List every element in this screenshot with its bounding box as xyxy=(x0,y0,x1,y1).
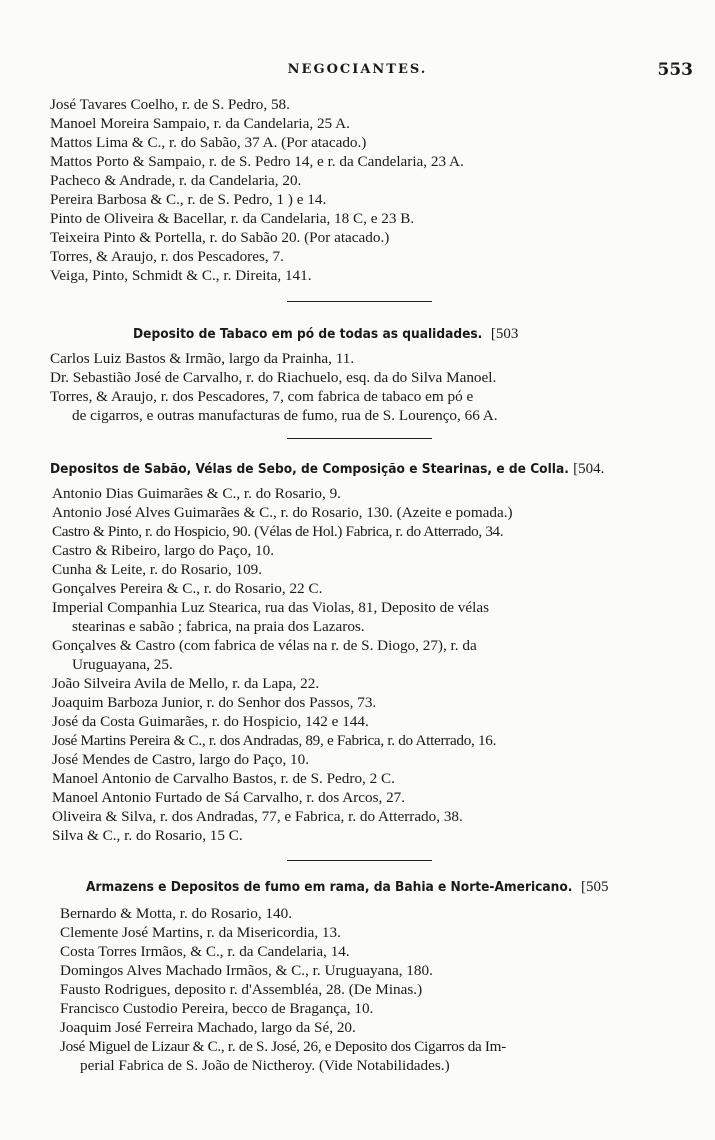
list-item: José Tavares Coelho, r. de S. Pedro, 58. xyxy=(50,96,290,113)
section-heading-text: Depositos de Sabão, Vélas de Sebo, de Composição e Stearinas, e de Colla. xyxy=(50,461,569,477)
section-2-entries xyxy=(52,484,692,845)
list-item: João Silveira Avila de Mello, r. da Lapa, 22. xyxy=(52,675,320,692)
list-item: Pinto de Oliveira & Bacellar, r. da Candelaria, 18 C, e 23 B. xyxy=(50,210,415,227)
list-item: Veiga, Pinto, Schmidt & C., r. Direita, 141. xyxy=(50,267,312,284)
list-item: Cunha & Leite, r. do Rosario, 109. xyxy=(52,561,263,578)
list-item: Mattos Porto & Sampaio, r. de S. Pedro 14, e r. da Candelaria, 23 A. xyxy=(50,153,464,170)
list-item: Mattos Lima & C., r. do Sabão, 37 A. (Por atacado.) xyxy=(50,134,367,151)
list-item: Joaquim José Ferreira Machado, largo da Sé, 20. xyxy=(60,1019,356,1036)
list-item: Carlos Luiz Bastos & Irmão, largo da Prainha, 11. xyxy=(50,350,355,367)
list-item: Clemente José Martins, r. da Misericordia, 13. xyxy=(60,924,341,941)
list-item: Francisco Custodio Pereira, becco de Bragança, 10. xyxy=(60,1000,374,1017)
page-header xyxy=(0,60,715,86)
list-item: Silva & C., r. do Rosario, 15 C. xyxy=(52,827,243,844)
list-item: Manoel Antonio Furtado de Sá Carvalho, r. dos Arcos, 27. xyxy=(52,789,406,806)
page-number: 553 xyxy=(657,60,693,80)
list-item: Torres, & Araujo, r. dos Pescadores, 7. xyxy=(50,248,284,265)
list-item: Pereira Barbosa & C., r. de S. Pedro, 1 ) e 14. xyxy=(50,191,327,208)
list-item: Costa Torres Irmãos, & C., r. da Candelaria, 14. xyxy=(60,943,350,960)
list-item: Imperial Companhia Luz Stearica, rua das Violas, 81, Deposito de vélas xyxy=(52,599,490,616)
section-code: [504. xyxy=(573,461,605,477)
list-item: Gonçalves & Castro (com fabrica de vélas na r. de S. Diogo, 27), r. da xyxy=(52,637,477,654)
list-item: Antonio José Alves Guimarães & C., r. do Rosario, 130. (Azeite e pomada.) xyxy=(52,504,513,521)
section-heading xyxy=(86,878,715,897)
list-item-continuation: de cigarros, e outras manufacturas de fumo, rua de S. Lourenço, 66 A. xyxy=(72,407,498,424)
list-item-continuation: perial Fabrica de S. João de Nictheroy. (Vide Notabilidades.) xyxy=(80,1057,450,1074)
list-item: Fausto Rodrigues, deposito r. d'Assembléa, 28. (De Minas.) xyxy=(60,981,423,998)
section-code: [505 xyxy=(580,879,609,895)
list-item: Joaquim Barboza Junior, r. do Senhor dos Passos, 73. xyxy=(52,694,377,711)
section-3-entries xyxy=(60,904,700,1075)
list-item: Domingos Alves Machado Irmãos, & C., r. Uruguayana, 180. xyxy=(60,962,433,979)
list-item: José Miguel de Lizaur & C., r. de S. José, 26, e Deposito dos Cigarros da Im- xyxy=(60,1038,506,1055)
section-divider xyxy=(287,438,432,439)
list-item-continuation: Uruguayana, 25. xyxy=(72,656,173,673)
section-divider xyxy=(287,301,432,302)
list-item: Gonçalves Pereira & C., r. do Rosario, 22 C. xyxy=(52,580,323,597)
list-item: Teixeira Pinto & Portella, r. do Sabão 20. (Por atacado.) xyxy=(50,229,390,246)
section-heading-text: Armazens e Depositos de fumo em rama, da Bahia e Norte-Americano. xyxy=(86,879,573,895)
section-heading xyxy=(50,460,715,479)
section-0-entries xyxy=(50,95,690,285)
section-heading-text: Deposito de Tabaco em pó de todas as qualidades. xyxy=(133,326,483,342)
list-item: José da Costa Guimarães, r. do Hospicio, 142 e 144. xyxy=(52,713,369,730)
list-item: Torres, & Araujo, r. dos Pescadores, 7, com fabrica de tabaco em pó e xyxy=(50,388,474,405)
section-1-entries xyxy=(50,349,690,425)
list-item-continuation: stearinas e sabão ; fabrica, na praia dos Lazaros. xyxy=(72,618,365,635)
list-item: Oliveira & Silva, r. dos Andradas, 77, e Fabrica, r. do Atterrado, 38. xyxy=(52,808,463,825)
list-item: Castro & Pinto, r. do Hospicio, 90. (Vélas de Hol.) Fabrica, r. do Atterrado, 34. xyxy=(52,523,504,540)
section-code: [503 xyxy=(490,326,519,342)
list-item: José Mendes de Castro, largo do Paço, 10. xyxy=(52,751,310,768)
list-item: Castro & Ribeiro, largo do Paço, 10. xyxy=(52,542,275,559)
running-head: NEGOCIANTES. xyxy=(287,62,428,77)
list-item: Dr. Sebastião José de Carvalho, r. do Riachuelo, esq. da do Silva Manoel. xyxy=(50,369,497,386)
list-item: Pacheco & Andrade, r. da Candelaria, 20. xyxy=(50,172,302,189)
list-item: José Martins Pereira & C., r. dos Andradas, 89, e Fabrica, r. do Atterrado, 16. xyxy=(52,732,497,749)
list-item: Manoel Antonio de Carvalho Bastos, r. de S. Pedro, 2 C. xyxy=(52,770,395,787)
list-item: Bernardo & Motta, r. do Rosario, 140. xyxy=(60,905,293,922)
section-divider xyxy=(287,860,432,861)
section-heading xyxy=(133,325,715,344)
list-item: Manoel Moreira Sampaio, r. da Candelaria, 25 A. xyxy=(50,115,350,132)
list-item: Antonio Dias Guimarães & C., r. do Rosario, 9. xyxy=(52,485,341,502)
